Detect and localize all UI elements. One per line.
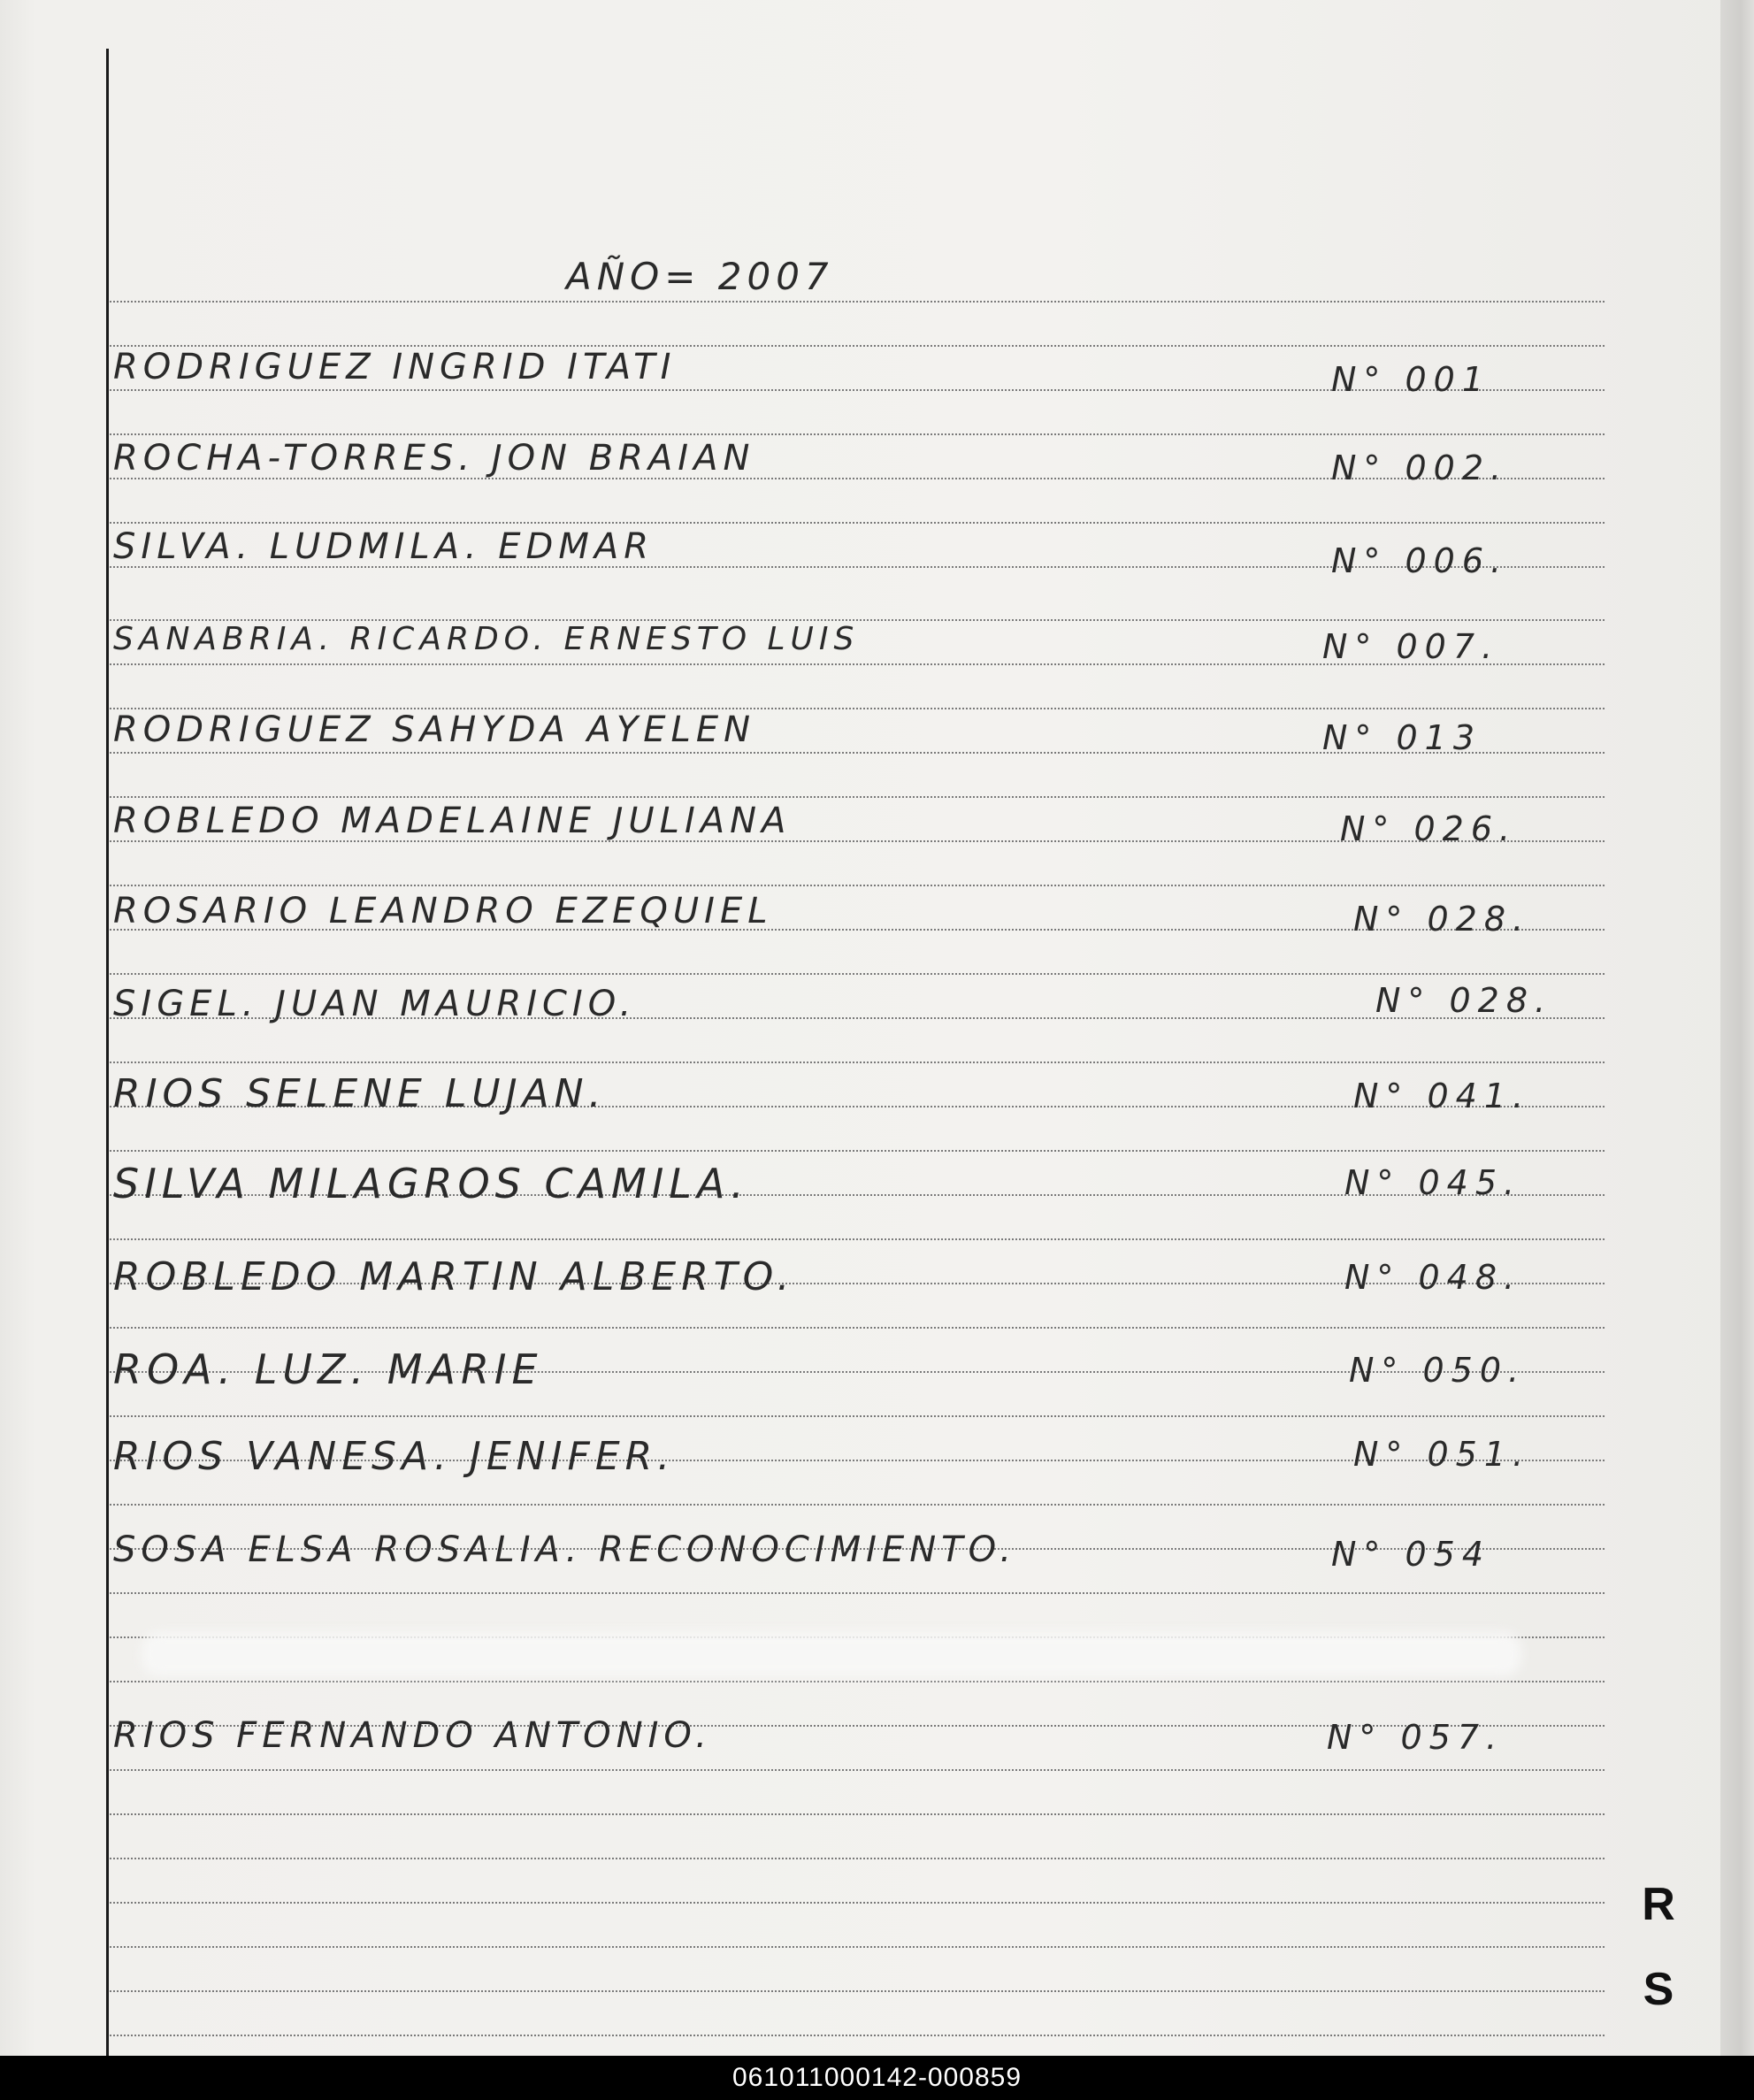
entry-number: N° 013: [1322, 718, 1482, 757]
redacted-entry: [142, 1632, 1521, 1676]
ruled-line: [110, 973, 1605, 975]
entry-number: N° 001: [1331, 360, 1491, 399]
entry-name: ROSARIO LEANDRO EZEQUIEL: [113, 891, 773, 931]
ruled-line: [110, 522, 1605, 524]
ruled-line: [110, 1946, 1605, 1948]
page-edge: [1720, 0, 1754, 2056]
margin-line: [106, 49, 109, 2056]
entry-name: RODRIGUEZ INGRID ITATI: [113, 347, 677, 387]
ruled-line: [110, 1238, 1605, 1240]
entry-number: N° 050.: [1349, 1351, 1527, 1390]
ruled-line: [110, 885, 1605, 886]
entry-name: ROCHA-TORRES. JON BRAIAN: [113, 438, 755, 479]
index-tab: [1628, 1862, 1689, 2032]
ruled-line: [110, 1061, 1605, 1063]
entry-name: SIGEL. JUAN MAURICIO.: [113, 984, 637, 1024]
entry-number: N° 028.: [1375, 981, 1553, 1020]
ruled-line: [110, 433, 1605, 435]
entry-number: N° 026.: [1340, 809, 1518, 848]
entry-number: N° 054: [1331, 1535, 1491, 1574]
entry-number: N° 041.: [1353, 1077, 1531, 1115]
ruled-line: [110, 1858, 1605, 1859]
entry-name: SOSA ELSA ROSALIA. RECONOCIMIENTO.: [113, 1529, 1017, 1570]
ruled-line: [110, 2035, 1605, 2036]
entry-number: N° 006.: [1331, 541, 1509, 580]
ruled-line: [110, 1769, 1605, 1771]
entry-number: N° 002.: [1331, 448, 1509, 487]
entry-number: N° 028.: [1353, 900, 1531, 939]
tab-letter: R: [1642, 1879, 1675, 1930]
ruled-line: [110, 1504, 1605, 1506]
page-heading: AÑO= 2007: [566, 255, 834, 298]
entry-name: SILVA MILAGROS CAMILA.: [113, 1160, 749, 1207]
ruled-line: [110, 1902, 1605, 1904]
tab-letter: S: [1643, 1964, 1674, 2015]
entry-name: ROA. LUZ. MARIE: [113, 1345, 543, 1393]
entry-name: RIOS VANESA. JENIFER.: [113, 1434, 676, 1479]
entry-number: N° 045.: [1344, 1163, 1522, 1202]
entry-name: SILVA. LUDMILA. EDMAR: [113, 526, 654, 567]
ruled-line: [110, 1990, 1605, 1992]
entry-name: RIOS FERNANDO ANTONIO.: [113, 1715, 712, 1756]
document-code: 061011000142-000859: [731, 2063, 1023, 2092]
ruled-line: [110, 1327, 1605, 1329]
ruled-line: [110, 1415, 1605, 1417]
entry-number: N° 007.: [1322, 627, 1500, 666]
ruled-line: [110, 301, 1605, 303]
entry-number: N° 051.: [1353, 1435, 1531, 1474]
ruled-line: [110, 1813, 1605, 1815]
entry-name: RODRIGUEZ SAHYDA AYELEN: [113, 709, 756, 750]
entry-name: ROBLEDO MADELAINE JULIANA: [113, 801, 792, 841]
entry-name: SANABRIA. RICARDO. ERNESTO LUIS: [113, 621, 860, 657]
entry-number: N° 048.: [1344, 1258, 1522, 1297]
entry-number: N° 057.: [1327, 1718, 1505, 1757]
ruled-line: [110, 1592, 1605, 1594]
ruled-line: [110, 1681, 1605, 1682]
entry-name: RIOS SELENE LUJAN.: [113, 1071, 607, 1116]
ruled-line: [110, 1150, 1605, 1152]
scan-footer: [0, 2056, 1754, 2100]
entry-name: ROBLEDO MARTIN ALBERTO.: [113, 1254, 795, 1299]
ruled-line: [110, 796, 1605, 798]
